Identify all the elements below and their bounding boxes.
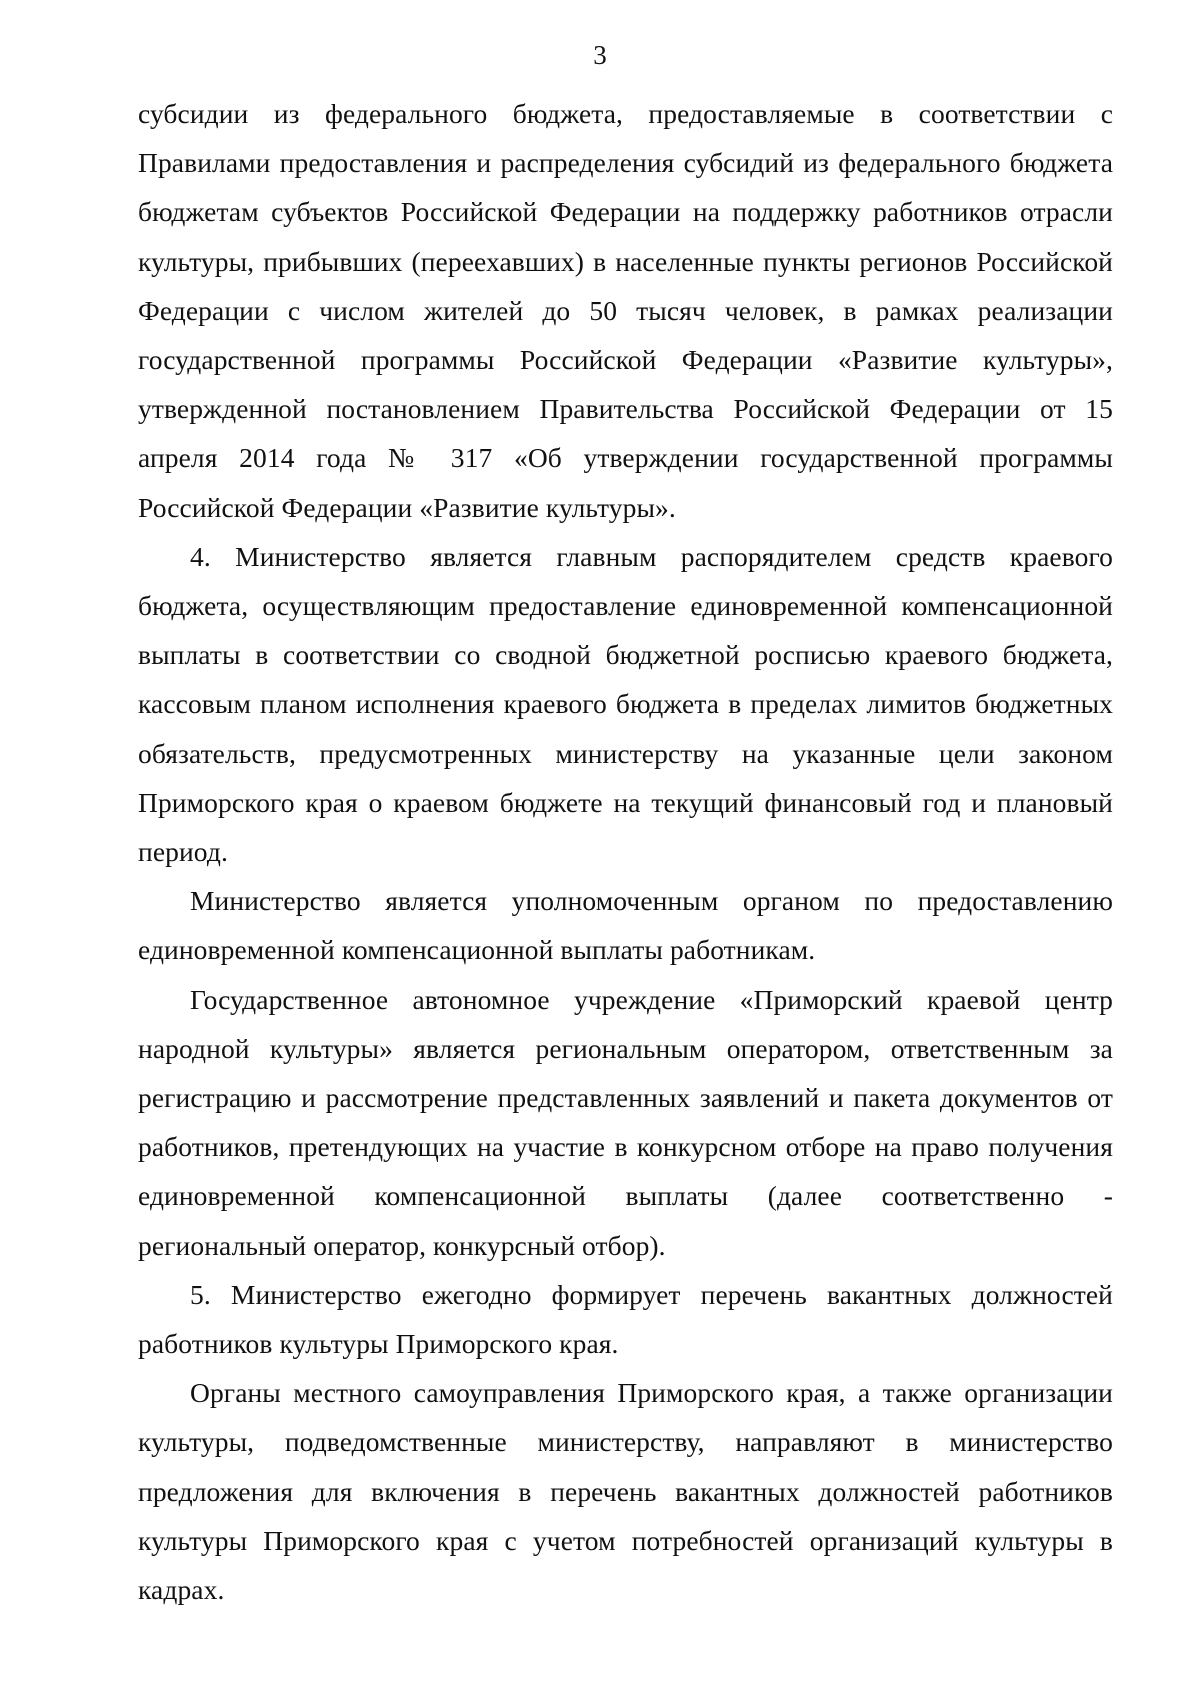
paragraph-item-5: 5. Министерство ежегодно формирует перечень вакантных должностей работников культуры Приморского края.: [138, 1278, 1113, 1360]
paragraph-subsidies: субсидии из федерального бюджета, предоставляемые в соответствии с Правилами предоставления и распределения субсидий из федерального бюджета бюджетам субъектов Российской Федерации на поддержку работников отрасли культуры, прибывших (переехавших) в населенные пункты регионов Российской Федерации с числом жителей до 50 тысяч человек, в рамках реализации государственной программы Российской Федерации «Развитие культуры», утвержденной постановлением Правительства Российской Федерации от 15 апреля 2014 года № 317 «Об утверждении государственной программы Российской Федерации «Развитие культуры».: [138, 98, 1113, 523]
document-body: [138, 89, 1113, 1614]
page-number: 3: [593, 40, 607, 70]
paragraph-item-4: 4. Министерство является главным распорядителем средств краевого бюджета, осуществляющим предоставление единовременной компенсационной выплаты в соответствии со сводной бюджетной росписью краевого бюджета, кассовым планом исполнения краевого бюджета в пределах лимитов бюджетных обязательств, предусмотренных министерству на указанные цели законом Приморского края о краевом бюджете на текущий финансовый год и плановый период.: [138, 540, 1113, 868]
paragraph-local-government: Органы местного самоуправления Приморского края, а также организации культуры, подведомственные министерству, направляют в министерство предложения для включения в перечень вакантных должностей работников культуры Приморского края с учетом потребностей организаций культуры в кадрах.: [138, 1377, 1113, 1606]
paragraph-authorized-body: Министерство является уполномоченным органом по предоставлению единовременной компенсационной выплаты работникам.: [138, 885, 1113, 966]
paragraph-regional-operator: Государственное автономное учреждение «Приморский краевой центр народной культуры» является региональным оператором, ответственным за регистрацию и рассмотрение представленных заявлений и пакета документов от работников, претендующих на участие в конкурсном отборе на право получения единовременной компенсационной выплаты (далее соответственно - региональный оператор, конкурсный отбор).: [138, 983, 1113, 1261]
